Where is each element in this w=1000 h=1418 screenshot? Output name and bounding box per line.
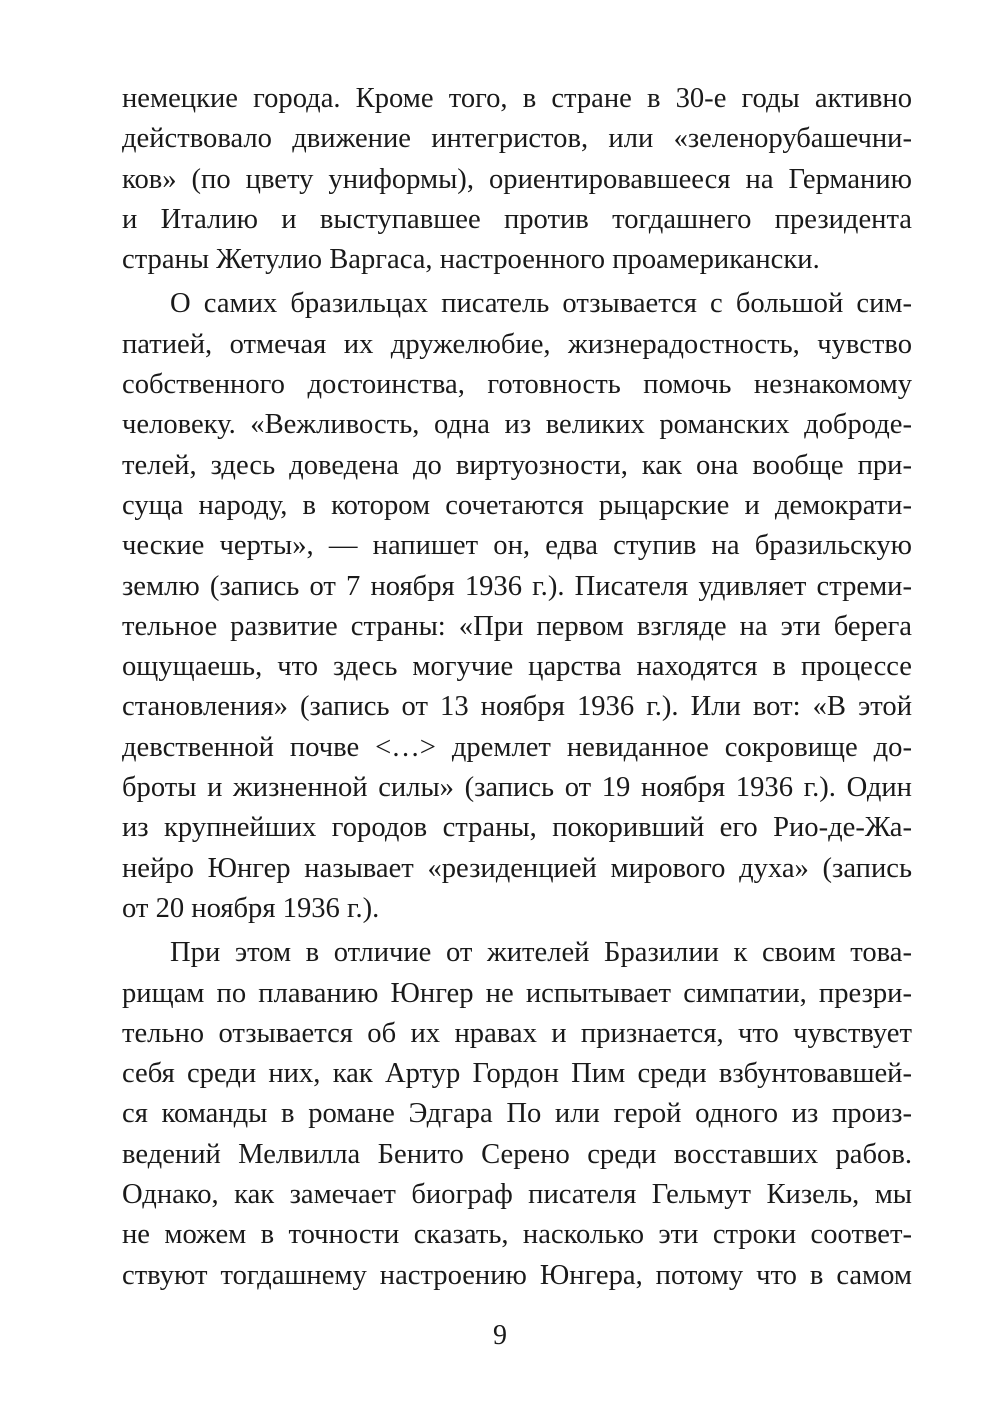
paragraph (122, 284, 912, 929)
page-body-text (122, 79, 912, 1296)
text-line: становления» (запись от 13 ноября 1936 г.). Или вот: «В этой (122, 691, 912, 723)
text-line: собственного достоинства, готовность помочь незнакомому (122, 369, 912, 401)
paragraph (122, 933, 912, 1296)
text-line: броты и жизненной силы» (запись от 19 ноября 1936 г.). Один (122, 772, 912, 804)
text-line: девственной почве <…> дремлет невиданное сокровище до- (122, 731, 912, 763)
text-line: ся команды в романе Эдгара По или герой одного из произ- (122, 1098, 912, 1130)
text-line: себя среди них, как Артур Гордон Пим среди взбунтовавшей- (122, 1058, 912, 1090)
text-line: патией, отмечая их дружелюбие, жизнерадостность, чувство (122, 328, 912, 360)
text-line: суща народу, в котором сочетаются рыцарские и демократи- (122, 489, 912, 521)
text-line: При этом в отличие от жителей Бразилии к своим това- (170, 937, 912, 969)
text-line: нейро Юнгер называет «резиденцией мирового духа» (запись (122, 852, 912, 884)
text-line: из крупнейших городов страны, покоривший его Рио-де-Жа- (122, 812, 912, 844)
text-line: и Италию и выступавшее против тогдашнего президента (122, 203, 912, 235)
text-line: тельно отзывается об их нравах и признается, что чувствует (122, 1017, 912, 1049)
text-line: ощущаешь, что здесь могучие царства находятся в процессе (122, 651, 912, 683)
paragraph (122, 79, 912, 280)
text-line: действовало движение интегристов, или «зеленорубашечни- (122, 123, 912, 155)
text-line: немецкие города. Кроме того, в стране в 30-е годы активно (122, 83, 912, 114)
text-line: ков» (по цвету униформы), ориентировавшееся на Германию (122, 163, 912, 195)
text-line: Однако, как замечает биограф писателя Гельмут Кизель, мы (122, 1179, 912, 1211)
text-line: рищам по плаванию Юнгер не испытывает симпатии, презри- (122, 977, 912, 1009)
text-line: человеку. «Вежливость, одна из великих романских доброде- (122, 409, 912, 441)
text-line: ческие черты», — напишет он, едва ступив на бразильскую (122, 530, 912, 562)
text-line: от 20 ноября 1936 г.). (122, 892, 380, 924)
text-line: О самих бразильцах писатель отзывается с большой сим- (170, 288, 912, 320)
text-line: страны Жетулио Варгаса, настроенного проамерикански. (122, 244, 820, 276)
text-line: тельное развитие страны: «При первом взгляде на эти берега (122, 610, 912, 642)
text-line: не можем в точности сказать, насколько эти строки соответ- (122, 1219, 912, 1251)
page-number: 9 (493, 1320, 507, 1351)
text-line: телей, здесь доведена до виртуозности, как она вообще при- (122, 449, 912, 481)
text-line: ведений Мелвилла Бенито Серено среди восставших рабов. (122, 1138, 912, 1170)
text-line: ствуют тогдашнему настроению Юнгера, потому что в самом (122, 1259, 912, 1291)
text-line: землю (запись от 7 ноября 1936 г.). Писателя удивляет стреми- (122, 570, 912, 602)
